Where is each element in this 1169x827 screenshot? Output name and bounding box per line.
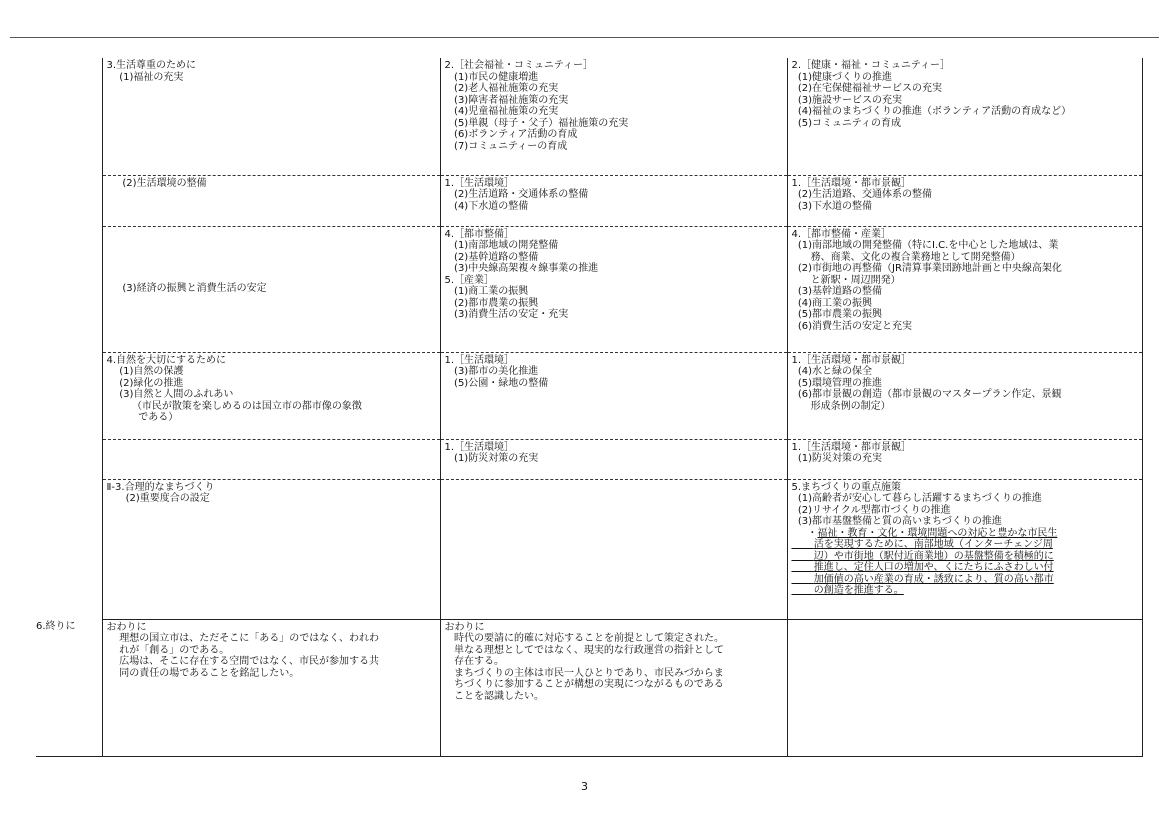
table-row (36, 619, 1142, 756)
table-row (36, 439, 1142, 479)
basic-plan-cell: (2)生活環境の整備 (102, 175, 440, 226)
comparison-table (36, 58, 1142, 757)
new-plan-cell (787, 479, 1142, 619)
basic-plan-cell (102, 439, 440, 479)
row-label: 6.終りに (36, 619, 102, 756)
basic-plan-cell: (3)経済の振興と消費生活の安定 (102, 226, 440, 352)
row-label (36, 479, 102, 619)
row-label (36, 58, 102, 175)
table-row (36, 175, 1142, 226)
row-label (36, 352, 102, 439)
new-plan-cell: 1.［生活環境・都市景観］ (1)防災対策の充実 (787, 439, 1142, 479)
basic-plan-cell: Ⅱ-3.合理的なまちづくり (2)重要度合の設定 (102, 479, 440, 619)
previous-plan-cell: 2.［社会福祉・コミュニティー］ (1)市民の健康増進 (2)老人福祉施策の充実 (3)障害者福祉施策の充実 (4)児童福祉施策の充実 (5)単親（母子・父子）福祉施策の充実 (6)ボランティア活動の育成 (7)コミュニティーの育成 (440, 58, 787, 175)
table-row (36, 226, 1142, 352)
row-label (36, 226, 102, 352)
previous-plan-cell: おわりに 時代の要請に的確に対応することを前提として策定された。 単なる理想としてではなく、現実的な行政運営の指針として 存在する。 まちづくりの主体は市民一人ひとりであり、市民みづからま ちづくりに参加することが構想の実現につながるものである ことを認識したい。 (440, 619, 787, 756)
previous-plan-cell: 1.［生活環境］ (2)生活道路・交通体系の整備 (4)下水道の整備 (440, 175, 787, 226)
top-rule (10, 37, 1159, 38)
new-plan-cell: 1.［生活環境・都市景観］ (4)水と緑の保全 (5)環境管理の推進 (6)都市景観の創造（都市景観のマスタープラン作定、景観 形成条例の制定） (787, 352, 1142, 439)
basic-plan-cell: 4.自然を大切にするために (1)自然の保護 (2)緑化の推進 (3)自然と人間のふれあい （市民が散策を楽しめるのは国立市の都市像の象徴 である） (102, 352, 440, 439)
priority-measures-text: 5.まちづくりの重点施策 (1)高齢者が安心して暮らし活躍するまちづくりの推進 (2)リサイクル型都市づくりの推進 (3)都市基盤整備と質の高いまちづくりの推進 ・ (791, 481, 1042, 539)
row-label (36, 175, 102, 226)
priority-measures-underlined-text: 福祉・教育・文化・環境問題への対応と豊かな市民生 活を実現するために、南部地域（インターチェンジ周 辺）や市街地（駅付近商業地）の基盤整備を積極的に 推進し、定住人口の増加や、くにたちにふさわしい付 加価値の高い産業の育成・誘致により、質の高い都市 の創造を推進する。 (813, 527, 1058, 596)
plan-comparison-grid (36, 58, 1143, 757)
previous-plan-cell: 1.［生活環境］ (1)防災対策の充実 (440, 439, 787, 479)
basic-plan-cell: 3.生活尊重のために (1)福祉の充実 (102, 58, 440, 175)
basic-plan-cell: おわりに 理想の国立市は、ただそこに「ある」のではなく、われわ れが「創る」のである。 広場は、そこに存在する空間ではなく、市民が参加する共 同の責任の場であることを銘記したい。 (102, 619, 440, 756)
new-plan-cell: 4.［都市整備・産業］ (1)南部地域の開発整備（特にI.C.を中心とした地域は、業 務、商業、文化の複合業務地として開発整備） (2)市街地の再整備（JR清算事業団跡地計画と中央線高架化 と新駅・周辺開発） (3)基幹道路の整備 (4)商工業の振興 (5)都市農業の振興 (6)消費生活の安定と充実 (787, 226, 1142, 352)
previous-plan-cell: 1.［生活環境］ (3)都市の美化推進 (5)公園・緑地の整備 (440, 352, 787, 439)
table-row (36, 352, 1142, 439)
new-plan-cell (787, 619, 1142, 756)
previous-plan-cell: 4.［都市整備］ (1)南部地域の開発整備 (2)基幹道路の整備 (3)中央線高架複々線事業の推進 5.［産業］ (1)商工業の振興 (2)都市農業の振興 (3)消費生活の安定・充実 (440, 226, 787, 352)
table-row (36, 58, 1142, 175)
table-row (36, 479, 1142, 619)
row-label (36, 439, 102, 479)
new-plan-cell: 2.［健康・福祉・コミュニティー］ (1)健康づくりの推進 (2)在宅保健福祉サービスの充実 (3)施設サービスの充実 (4)福祉のまちづくりの推進（ボランティア活動の育成など） (5)コミュニティの育成 (787, 58, 1142, 175)
page-number: 3 (581, 780, 588, 793)
new-plan-cell: 1.［生活環境・都市景観］ (2)生活道路、交通体系の整備 (3)下水道の整備 (787, 175, 1142, 226)
previous-plan-cell (440, 479, 787, 619)
